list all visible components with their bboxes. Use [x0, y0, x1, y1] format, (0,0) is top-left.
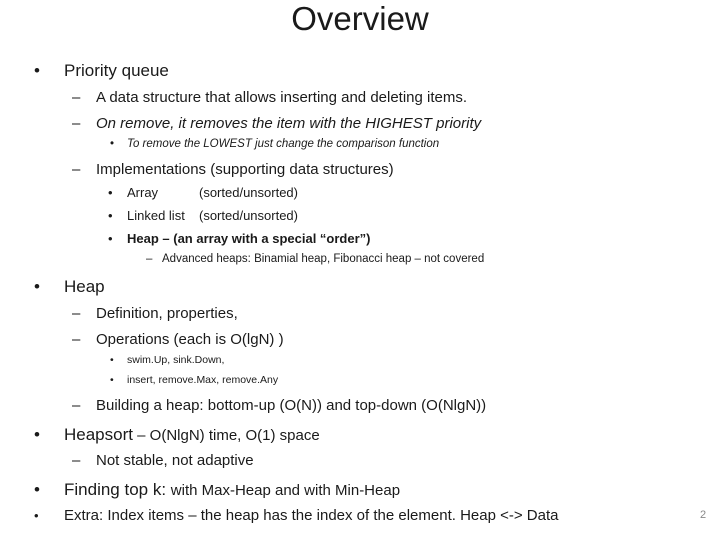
pq-remove: On remove, it removes the item with the HIGHEST priority: [96, 115, 482, 132]
impl-linked-list-note: (sorted/unsorted): [199, 208, 298, 223]
heapsort-detail: – O(NlgN) time, O(1) space: [132, 427, 320, 444]
pq-remove-note: To remove the LOWEST just change the comparison function: [127, 138, 440, 150]
topk-line: [64, 481, 400, 499]
advanced-heaps: Advanced heaps: Binamial heap, Fibonacci heap – not covered: [162, 253, 485, 265]
impl-array-note: (sorted/unsorted): [199, 185, 298, 200]
impl-linked-list: Linked list: [127, 208, 185, 223]
bullet-dot: •: [110, 354, 114, 366]
bullet-dot: •: [108, 208, 113, 223]
bullet-dash: –: [72, 161, 81, 178]
priority-queue-heading: Priority queue: [64, 61, 169, 80]
heap-ops-swim-sink: swim.Up, sink.Down,: [127, 354, 225, 366]
heap-ops-insert-remove: insert, remove.Max, remove.Any: [127, 374, 279, 386]
bullet-dot: •: [34, 508, 39, 523]
heapsort-line: [64, 426, 320, 444]
heap-building: Building a heap: bottom-up (O(N)) and top-down (O(NlgN)): [96, 397, 487, 414]
topk-heading: Finding top k:: [64, 480, 171, 499]
bullet-dash: –: [146, 253, 153, 265]
heap-definition: Definition, properties,: [96, 305, 238, 322]
bullet-dot: •: [34, 277, 40, 296]
heap-heading: Heap: [64, 277, 105, 296]
bullet-dot: •: [34, 61, 40, 80]
bullet-dash: –: [72, 305, 81, 322]
heapsort-note: Not stable, not adaptive: [96, 452, 254, 469]
heapsort-heading: Heapsort: [64, 425, 133, 444]
impl-heap: Heap – (an array with a special “order”): [127, 231, 371, 246]
extra-index-items: Extra: Index items – the heap has the index of the element. Heap <-> Data: [64, 507, 559, 524]
bullet-dot: •: [108, 231, 113, 246]
page-number: 2: [700, 509, 707, 521]
bullet-dash: –: [72, 89, 81, 106]
bullet-dot: •: [110, 374, 114, 386]
bullet-dot: •: [34, 425, 40, 444]
slide-title: Overview: [291, 0, 429, 37]
heap-operations: Operations (each is O(lgN) ): [96, 331, 284, 348]
bullet-dash: –: [72, 397, 81, 414]
bullet-dash: –: [72, 331, 81, 348]
pq-implementations: Implementations (supporting data structures): [96, 161, 394, 178]
bullet-dash: –: [72, 115, 81, 132]
impl-array: Array: [127, 185, 159, 200]
bullet-dash: –: [72, 452, 81, 469]
topk-detail: with Max-Heap and with Min-Heap: [170, 482, 401, 499]
bullet-dot: •: [110, 138, 115, 150]
bullet-dot: •: [108, 185, 113, 200]
pq-definition: A data structure that allows inserting and deleting items.: [96, 89, 468, 106]
bullet-dot: •: [34, 480, 40, 499]
